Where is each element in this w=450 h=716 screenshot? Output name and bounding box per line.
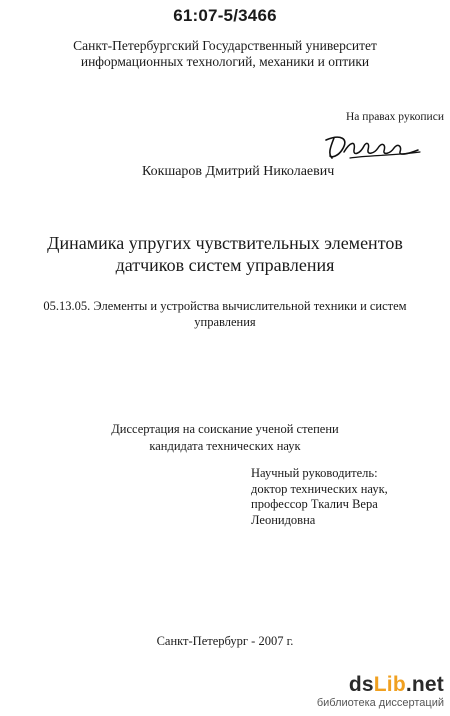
- rights-note: На правах рукописи: [346, 111, 444, 123]
- university-line-2: информационных технологий, механики и оптики: [80, 54, 370, 69]
- supervisor-line-2: доктор технических наук,: [251, 481, 388, 496]
- title-line-1: Динамика упругих чувствительных элементов: [47, 233, 403, 253]
- dslib-tagline: библиотека диссертаций: [316, 697, 444, 709]
- supervisor-line-4: Леонидовна: [251, 512, 316, 527]
- university-name: [0, 38, 450, 70]
- supervisor-line-1: Научный руководитель:: [251, 466, 378, 480]
- author-name: Кокшаров Дмитрий Николаевич: [142, 164, 335, 179]
- university-line-1: Санкт-Петербургский Государственный университет: [73, 38, 377, 53]
- handwritten-signature: [320, 128, 430, 164]
- degree-line-2: кандидата технических наук: [149, 439, 301, 453]
- dslib-logo: dsLib.net: [348, 673, 444, 696]
- city-year: Санкт-Петербург - 2007 г.: [156, 634, 294, 648]
- title-line-2: датчиков систем управления: [115, 255, 335, 275]
- specialty-line-2: управления: [194, 315, 256, 329]
- scientific-supervisor: [251, 466, 388, 528]
- degree-statement: [0, 421, 450, 455]
- specialty-code: [0, 298, 450, 330]
- dissertation-title: [0, 232, 450, 276]
- dslib-watermark: [317, 674, 444, 710]
- archive-code: 61:07-5/3466: [173, 6, 277, 25]
- degree-line-1: Диссертация на соискание ученой степени: [111, 422, 339, 436]
- specialty-line-1: 05.13.05. Элементы и устройства вычислительной техники и систем: [43, 299, 407, 313]
- supervisor-line-3: профессор Ткалич Вера: [251, 497, 378, 511]
